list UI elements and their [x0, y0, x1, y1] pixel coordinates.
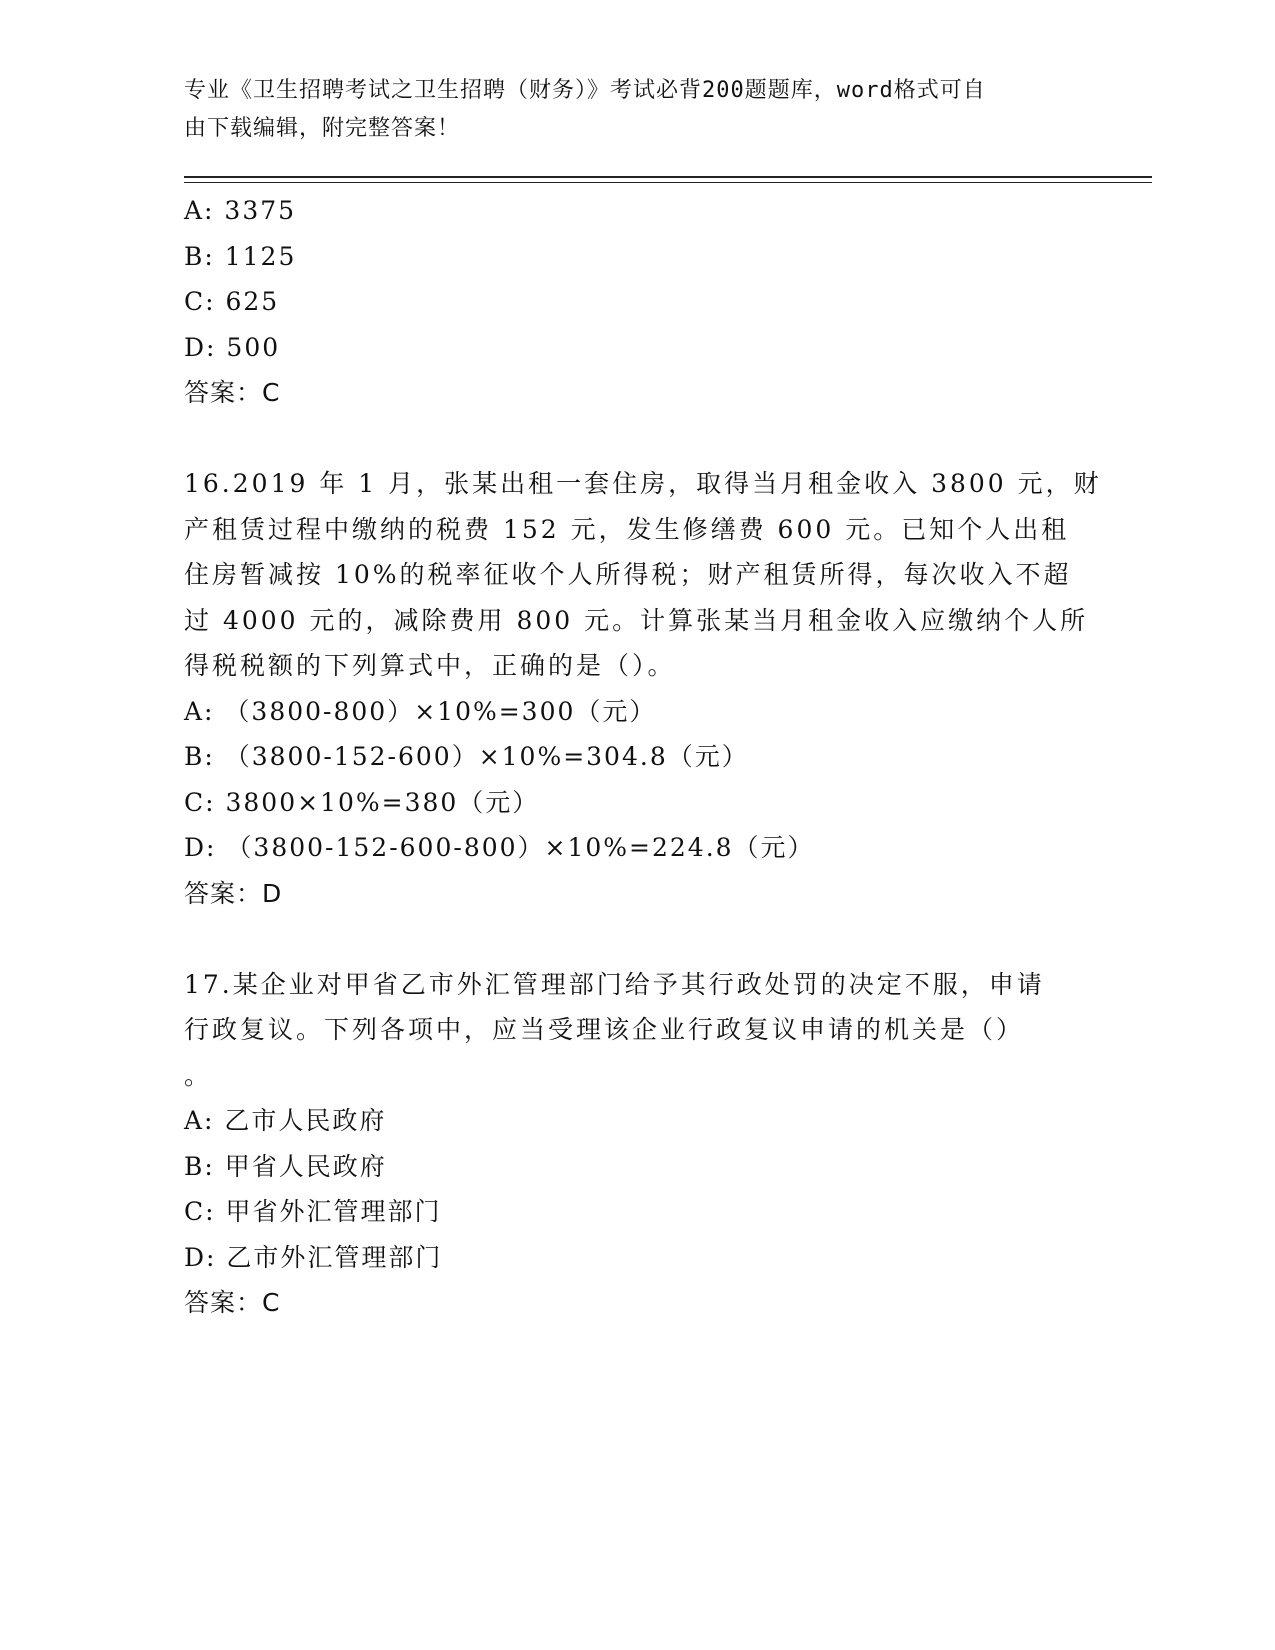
- header-divider-thick: [184, 176, 1152, 178]
- option-d: D: 乙市外汇管理部门: [184, 1242, 443, 1272]
- question-text-line: 住房暂减按 10%的税率征收个人所得税；财产租赁所得，每次收入不超: [184, 560, 1072, 589]
- spacer: [184, 416, 1084, 462]
- question-text-line: 过 4000 元的，减除费用 800 元。计算张某当月租金收入应缴纳个人所: [184, 605, 1089, 635]
- answer-line: 答案：C: [184, 1288, 281, 1317]
- question-text-line: 。: [184, 1060, 213, 1090]
- question-text-line: 行政复议。下列各项中，应当受理该企业行政复议申请的机关是（）: [184, 1015, 1025, 1044]
- header-line-2: 由下载编辑，附完整答案！: [184, 116, 461, 141]
- option-a: A: 乙市人民政府: [184, 1106, 387, 1135]
- question-text-line: 16.2019 年 1 月，张某出租一套住房，取得当月租金收入 3800 元，财: [184, 469, 1102, 498]
- answer-line: 答案：C: [184, 378, 281, 407]
- question-16: [184, 461, 1102, 916]
- option-d: D: 500: [184, 332, 281, 362]
- question-text-line: 产租赁过程中缴纳的税费 152 元，发生修缮费 600 元。已知个人出租: [184, 514, 1070, 544]
- spacer: [184, 916, 1084, 962]
- option-a: A: 3375: [184, 196, 297, 225]
- question-17: [184, 962, 1084, 1326]
- question-text-line: 17.某企业对甲省乙市外汇管理部门给予其行政处罚的决定不服，申请: [184, 969, 1045, 999]
- option-c: C: 3800×10%=380（元）: [184, 787, 540, 817]
- document-body: [184, 188, 1102, 1326]
- option-d: D: （3800-152-600-800）×10%=224.8（元）: [184, 833, 815, 862]
- option-c: C: 625: [184, 287, 280, 316]
- header-divider-thin: [184, 182, 1152, 183]
- header-line-1: 专业《卫生招聘考试之卫生招聘（财务）》考试必背200题题库，word格式可自: [184, 78, 986, 103]
- option-c: C: 甲省外汇管理部门: [184, 1197, 442, 1226]
- option-b: B: （3800-152-600）×10%=304.8（元）: [184, 742, 749, 771]
- document-header: [184, 72, 1064, 148]
- question-text-line: 得税税额的下列算式中，正确的是（）。: [184, 651, 676, 680]
- option-b: B: 甲省人民政府: [184, 1151, 387, 1181]
- option-b: B: 1125: [184, 241, 297, 271]
- previous-question: [184, 188, 1084, 416]
- option-a: A: （3800-800）×10%=300（元）: [184, 696, 657, 726]
- answer-line: 答案：D: [184, 878, 283, 908]
